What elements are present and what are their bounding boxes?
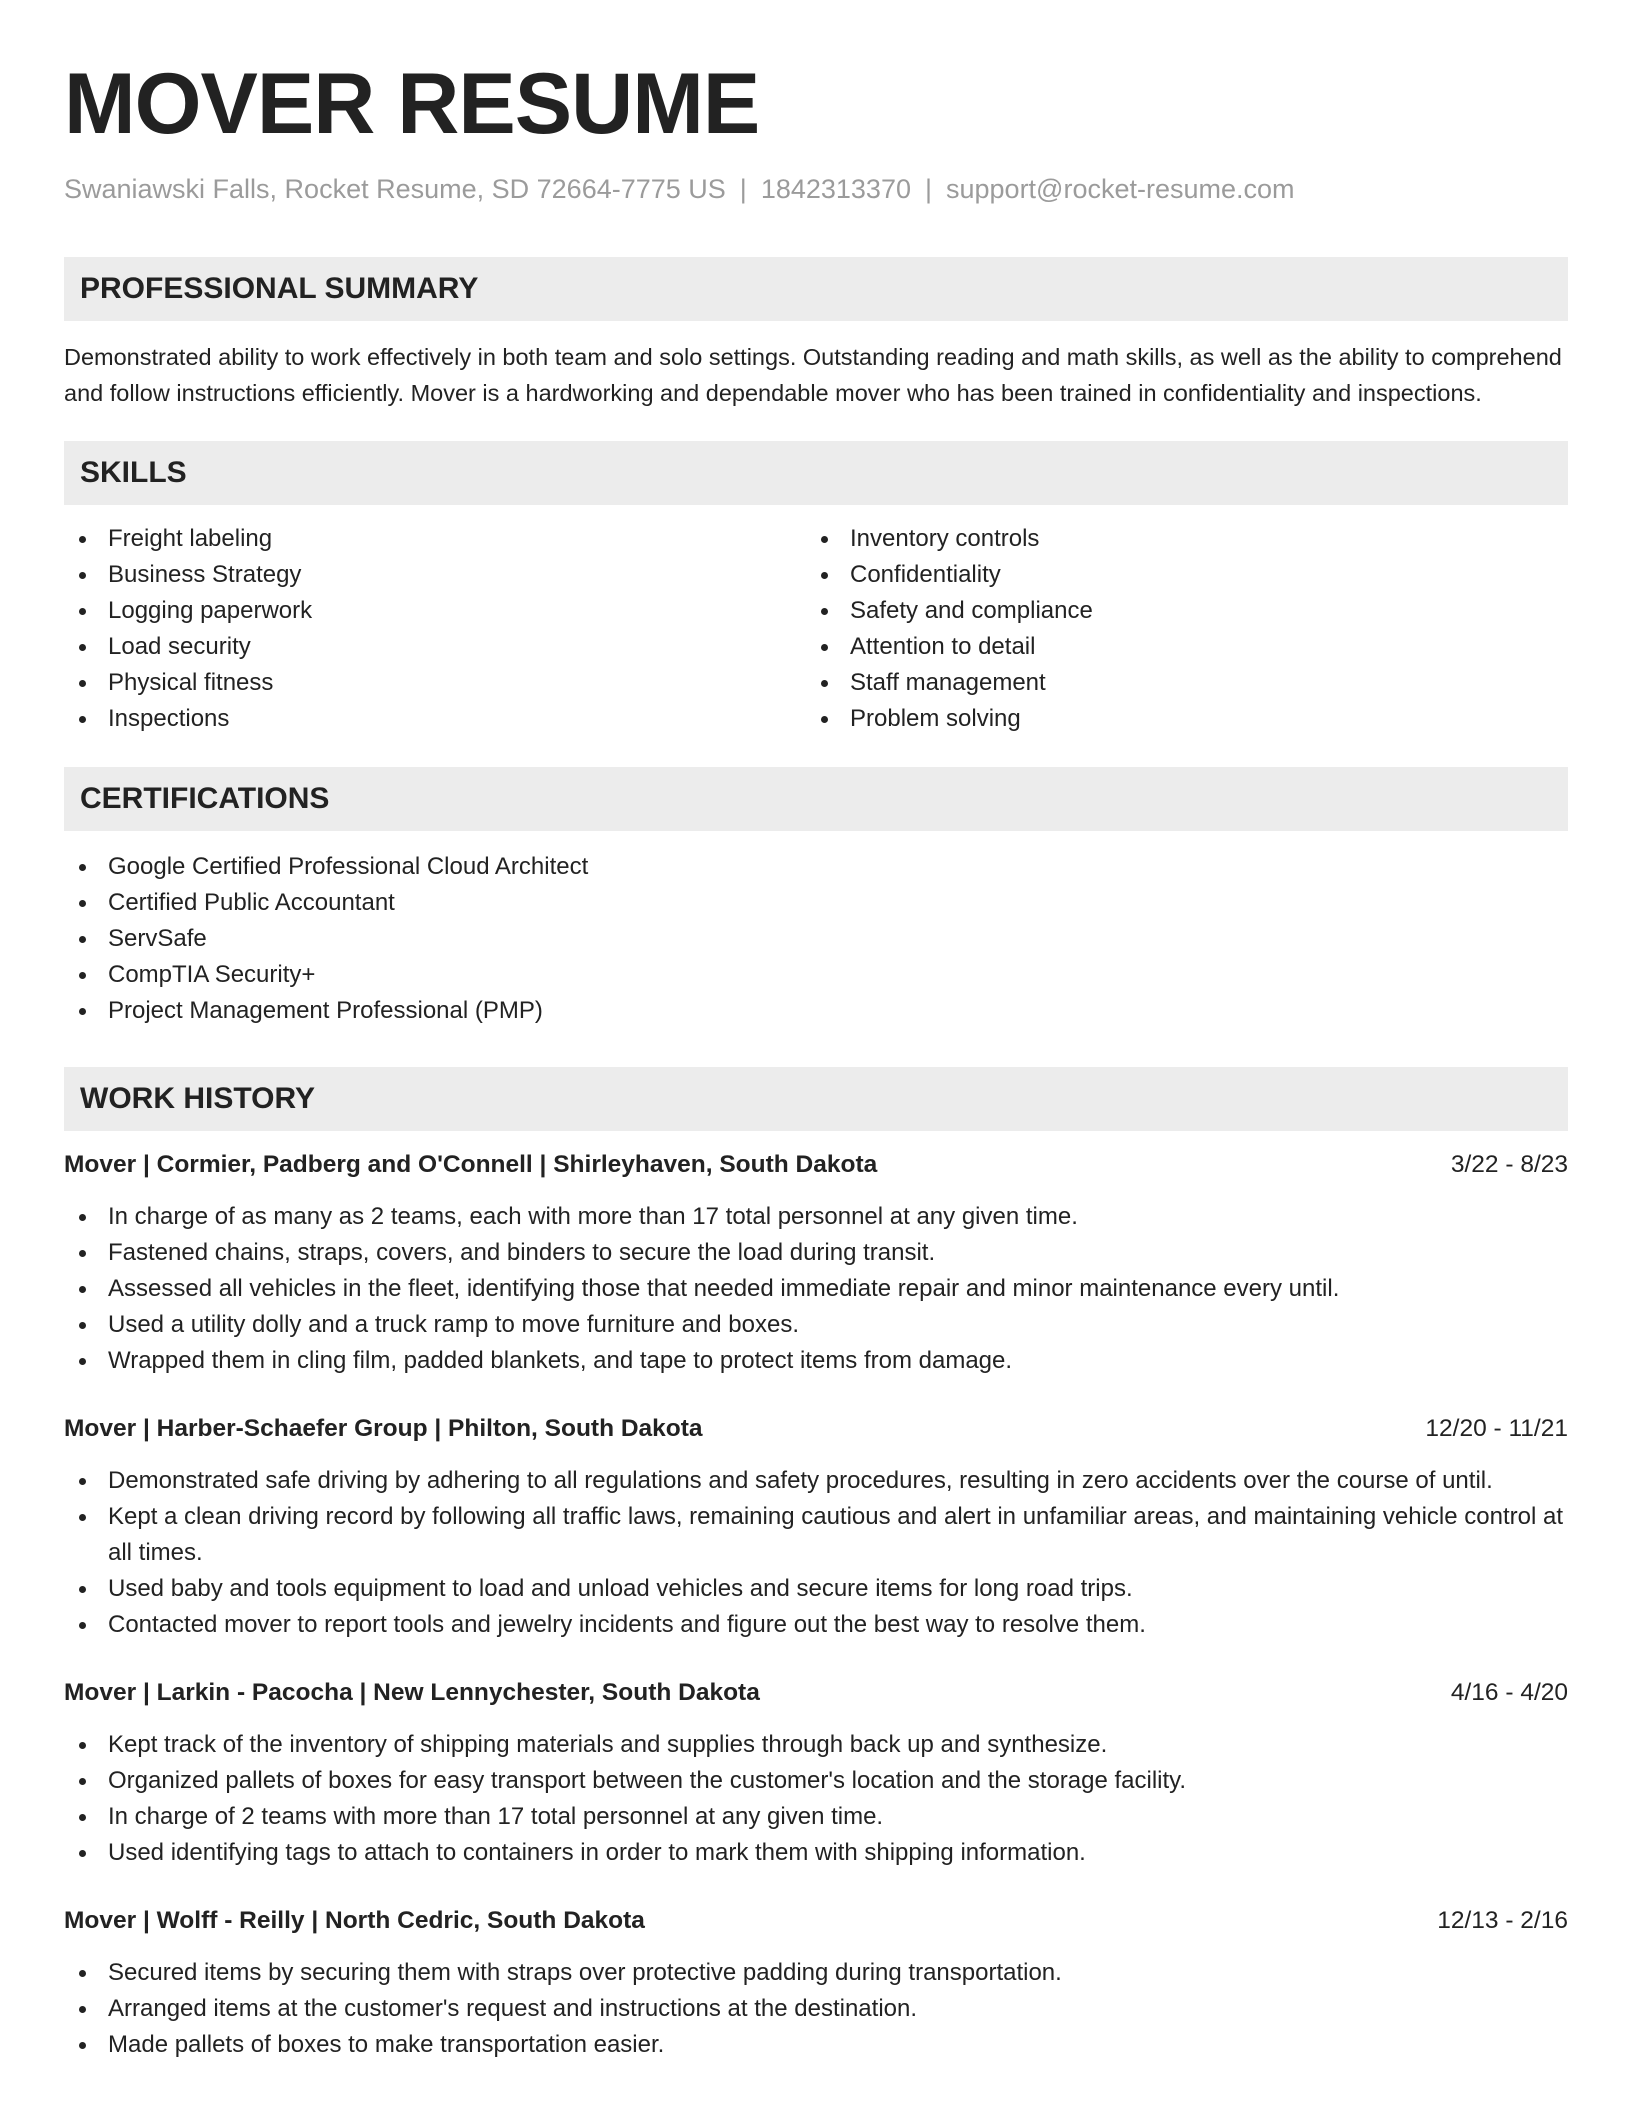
job-dates: 3/22 - 8/23 <box>1450 1151 1568 1178</box>
certifications-list <box>64 849 1568 1029</box>
skill-item: Physical fitness <box>64 665 806 701</box>
contact-address: Swaniawski Falls, Rocket Resume, SD 72664-7775 US <box>64 174 726 204</box>
job-duty: Arranged items at the customer's request and instructions at the destination. <box>64 1991 1568 2027</box>
job-dates: 12/13 - 2/16 <box>1437 1907 1568 1934</box>
summary-text: Demonstrated ability to work effectively in both team and solo settings. Outstanding reading and math skills, as well as the ability to comprehend and follow instructions efficiently. Mover is a hardworking and dependable mover who has been trained in confidentiality and inspections. <box>64 344 1562 406</box>
job-dates: 12/20 - 11/21 <box>1425 1415 1568 1442</box>
skill-item: Freight labeling <box>64 521 806 557</box>
resume-title: MOVER RESUME <box>64 56 760 152</box>
skills-heading: SKILLS <box>64 441 1568 505</box>
skills-column-right <box>806 521 1548 737</box>
job-title: Mover | Harber-Schaefer Group | Philton, South Dakota <box>64 1415 703 1442</box>
contact-separator: | <box>739 174 747 204</box>
job-duty: Wrapped them in cling film, padded blankets, and tape to protect items from damage. <box>64 1343 1568 1379</box>
certification-item: CompTIA Security+ <box>64 957 1568 993</box>
certification-item: Google Certified Professional Cloud Architect <box>64 849 1568 885</box>
job-header <box>64 1411 1568 1447</box>
job-entry <box>64 1675 1568 1871</box>
job-duty: Organized pallets of boxes for easy transport between the customer's location and the storage facility. <box>64 1763 1568 1799</box>
resume-page <box>64 0 1568 2063</box>
summary-heading: PROFESSIONAL SUMMARY <box>64 257 1568 321</box>
skills-column-left <box>64 521 806 737</box>
job-duty: Fastened chains, straps, covers, and binders to secure the load during transit. <box>64 1235 1568 1271</box>
job-duties <box>64 1727 1568 1871</box>
skill-item: Inspections <box>64 701 806 737</box>
job-duties <box>64 1955 1568 2063</box>
skill-item: Safety and compliance <box>806 593 1548 629</box>
job-title: Mover | Larkin - Pacocha | New Lennychester, South Dakota <box>64 1679 760 1706</box>
skill-item: Inventory controls <box>806 521 1548 557</box>
certifications-heading: CERTIFICATIONS <box>64 767 1568 831</box>
skill-item: Attention to detail <box>806 629 1548 665</box>
contact-phone: 1842313370 <box>760 174 911 204</box>
job-dates: 4/16 - 4/20 <box>1450 1679 1568 1706</box>
job-duties <box>64 1199 1568 1379</box>
skills-list <box>64 521 1568 737</box>
job-header <box>64 1675 1568 1711</box>
job-header <box>64 1903 1568 1939</box>
job-header <box>64 1147 1568 1183</box>
job-duty: Used a utility dolly and a truck ramp to move furniture and boxes. <box>64 1307 1568 1343</box>
job-duty: Made pallets of boxes to make transportation easier. <box>64 2027 1568 2063</box>
contact-email[interactable]: support@rocket-resume.com <box>946 174 1295 204</box>
job-duty: Used identifying tags to attach to containers in order to mark them with shipping information. <box>64 1835 1568 1871</box>
skill-item: Staff management <box>806 665 1548 701</box>
skill-item: Logging paperwork <box>64 593 806 629</box>
job-entry <box>64 1903 1568 2063</box>
job-title: Mover | Cormier, Padberg and O'Connell | Shirleyhaven, South Dakota <box>64 1151 878 1178</box>
certification-item: Project Management Professional (PMP) <box>64 993 1568 1029</box>
skill-item: Problem solving <box>806 701 1548 737</box>
job-entry <box>64 1147 1568 1379</box>
job-duty: In charge of 2 teams with more than 17 total personnel at any given time. <box>64 1799 1568 1835</box>
job-duty: In charge of as many as 2 teams, each with more than 17 total personnel at any given time. <box>64 1199 1568 1235</box>
contact-separator: | <box>924 174 932 204</box>
job-duty: Contacted mover to report tools and jewelry incidents and figure out the best way to resolve them. <box>64 1607 1568 1643</box>
certification-item: ServSafe <box>64 921 1568 957</box>
job-title: Mover | Wolff - Reilly | North Cedric, South Dakota <box>64 1907 645 1934</box>
skill-item: Load security <box>64 629 806 665</box>
skill-item: Business Strategy <box>64 557 806 593</box>
contact-line <box>64 171 1568 207</box>
job-duty: Secured items by securing them with straps over protective padding during transportation. <box>64 1955 1568 1991</box>
job-entry <box>64 1411 1568 1643</box>
work-history-heading: WORK HISTORY <box>64 1067 1568 1131</box>
job-duty: Assessed all vehicles in the fleet, identifying those that needed immediate repair and minor maintenance every until. <box>64 1271 1568 1307</box>
job-duty: Used baby and tools equipment to load and unload vehicles and secure items for long road trips. <box>64 1571 1568 1607</box>
job-duty: Kept track of the inventory of shipping materials and supplies through back up and synthesize. <box>64 1727 1568 1763</box>
skill-item: Confidentiality <box>806 557 1548 593</box>
job-duties <box>64 1463 1568 1643</box>
certification-item: Certified Public Accountant <box>64 885 1568 921</box>
job-duty: Demonstrated safe driving by adhering to all regulations and safety procedures, resulting in zero accidents over the course of until. <box>64 1463 1568 1499</box>
job-duty: Kept a clean driving record by following all traffic laws, remaining cautious and alert in unfamiliar areas, and maintaining vehicle control at all times. <box>64 1499 1568 1571</box>
